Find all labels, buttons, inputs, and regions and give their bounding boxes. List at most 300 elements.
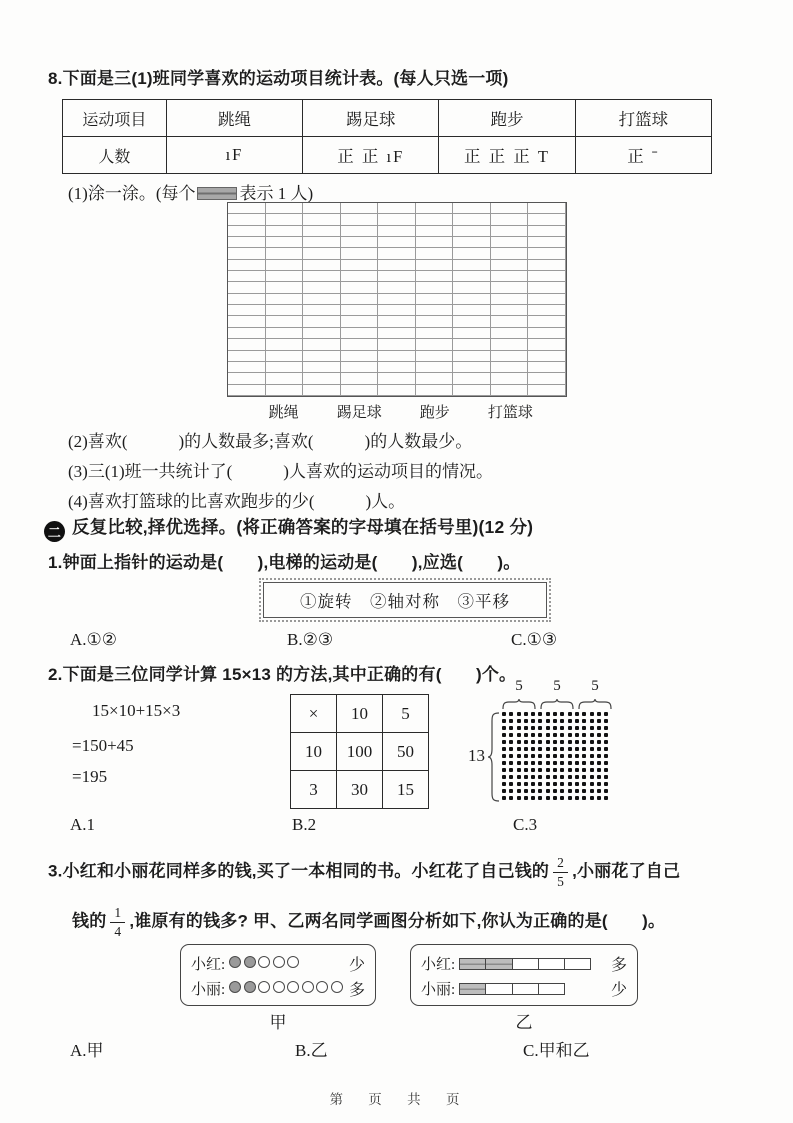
dot — [502, 747, 506, 751]
grid-cell[interactable] — [303, 271, 341, 282]
grid-cell[interactable] — [416, 328, 454, 339]
dot — [560, 782, 564, 786]
grid-cell[interactable] — [453, 385, 491, 396]
dot — [502, 796, 506, 800]
grid-cell[interactable] — [453, 316, 491, 327]
grid-cell[interactable] — [303, 214, 341, 225]
grid-axis-label: 打篮球 — [487, 405, 533, 421]
compare-tag: 多 — [348, 982, 365, 999]
dot — [531, 726, 535, 730]
mul-cell: 10 — [337, 695, 383, 733]
grid-cell[interactable] — [228, 385, 266, 396]
grid-cell[interactable] — [266, 214, 304, 225]
grid-cell[interactable] — [378, 328, 416, 339]
dot — [524, 768, 528, 772]
dot — [553, 733, 557, 737]
q3-line2-post: ,谁原有的钱多? 甲、乙两名同学画图分析如下,你认为正确的是( )。 — [129, 911, 666, 931]
dot — [597, 719, 601, 723]
dot — [531, 782, 535, 786]
grid-cell[interactable] — [453, 226, 491, 237]
dot — [509, 789, 513, 793]
grid-cell[interactable] — [416, 214, 454, 225]
grid-cell[interactable] — [453, 248, 491, 259]
person-label: 小丽: — [191, 982, 226, 998]
tally-cell: 正 正 正 T — [439, 137, 575, 174]
grid-cell[interactable] — [416, 248, 454, 259]
dot — [538, 740, 542, 744]
stat-table-header-row — [63, 100, 712, 137]
grid-cell[interactable] — [266, 328, 304, 339]
grid-cell[interactable] — [378, 339, 416, 350]
grid-cell[interactable] — [528, 385, 566, 396]
grid-cell[interactable] — [266, 316, 304, 327]
grid-cell[interactable] — [228, 248, 266, 259]
grid-cell[interactable] — [341, 385, 379, 396]
dot — [517, 754, 521, 758]
dot — [590, 726, 594, 730]
grid-cell[interactable] — [453, 373, 491, 384]
grid-cell[interactable] — [266, 385, 304, 396]
stat-header-cell: 运动项目 — [63, 100, 167, 137]
q2-methodA-line1: 15×10+15×3 — [92, 701, 181, 720]
dot — [590, 719, 594, 723]
grid-cell[interactable] — [266, 282, 304, 293]
grid-cell[interactable] — [416, 226, 454, 237]
grid-cell[interactable] — [491, 237, 529, 248]
grid-cell[interactable] — [303, 203, 341, 214]
dot — [553, 775, 557, 779]
grid-cell[interactable] — [228, 226, 266, 237]
grid-cell[interactable] — [528, 294, 566, 305]
grid-cell[interactable] — [528, 351, 566, 362]
grid-cell[interactable] — [491, 260, 529, 271]
dot — [509, 733, 513, 737]
dot — [509, 761, 513, 765]
grid-cell[interactable] — [453, 214, 491, 225]
dot — [582, 761, 586, 765]
grid-cell[interactable] — [303, 362, 341, 373]
dot — [553, 747, 557, 751]
grid-cell[interactable] — [491, 226, 529, 237]
grid-cell[interactable] — [453, 237, 491, 248]
dot — [560, 796, 564, 800]
dot — [582, 719, 586, 723]
grid-cell[interactable] — [266, 294, 304, 305]
stat-header-cell: 跑步 — [439, 100, 575, 137]
grid-cell[interactable] — [266, 362, 304, 373]
grid-cell[interactable] — [378, 373, 416, 384]
empty-segment — [539, 984, 564, 994]
grid-cell[interactable] — [378, 385, 416, 396]
q8-sub1-pre: (1)涂一涂。(每个 — [68, 184, 196, 203]
grid-cell[interactable] — [378, 282, 416, 293]
grid-cell[interactable] — [228, 373, 266, 384]
grid-cell[interactable] — [528, 328, 566, 339]
grid-cell[interactable] — [341, 248, 379, 259]
grid-cell[interactable] — [378, 248, 416, 259]
dot — [604, 789, 608, 793]
dot — [524, 761, 528, 765]
grid-cell[interactable] — [416, 305, 454, 316]
dot — [568, 740, 572, 744]
grid-cell[interactable] — [416, 339, 454, 350]
dot — [538, 754, 542, 758]
grid-cell[interactable] — [266, 237, 304, 248]
empty-segment — [486, 984, 512, 994]
grid-cell[interactable] — [491, 316, 529, 327]
dot — [531, 754, 535, 758]
grid-cell[interactable] — [303, 373, 341, 384]
grid-cell[interactable] — [378, 226, 416, 237]
grid-cell[interactable] — [378, 362, 416, 373]
q2-methodA-line2: =150+45 — [72, 736, 134, 755]
grid-cell[interactable] — [453, 203, 491, 214]
stat-header-cell: 打篮球 — [575, 100, 711, 137]
dot — [590, 761, 594, 765]
dot — [604, 719, 608, 723]
grid-cell[interactable] — [416, 316, 454, 327]
dot — [502, 782, 506, 786]
grid-cell[interactable] — [228, 260, 266, 271]
dot — [597, 754, 601, 758]
grid-cell[interactable] — [378, 305, 416, 316]
grid-cell[interactable] — [491, 248, 529, 259]
dot — [509, 719, 513, 723]
grid-cell[interactable] — [416, 282, 454, 293]
grid-cell[interactable] — [303, 248, 341, 259]
dot — [502, 789, 506, 793]
dot — [582, 768, 586, 772]
grid-cell[interactable] — [303, 260, 341, 271]
yi-row — [421, 976, 627, 1001]
shaded-segment — [486, 959, 512, 969]
grid-cell[interactable] — [416, 271, 454, 282]
grid-cell[interactable] — [303, 226, 341, 237]
dot — [517, 719, 521, 723]
dot — [560, 754, 564, 758]
grid-cell[interactable] — [341, 305, 379, 316]
grid-cell[interactable] — [303, 316, 341, 327]
empty-circle — [302, 981, 314, 993]
grid-cell[interactable] — [228, 237, 266, 248]
grid-cell[interactable] — [341, 260, 379, 271]
dot — [502, 712, 506, 716]
empty-segment — [513, 959, 539, 969]
grid-cell[interactable] — [453, 339, 491, 350]
grid-cell[interactable] — [378, 214, 416, 225]
top-brace-icon — [578, 698, 612, 710]
grid-cell[interactable] — [528, 260, 566, 271]
grid-cell[interactable] — [416, 237, 454, 248]
grid-cell[interactable] — [491, 373, 529, 384]
empty-circle — [287, 956, 299, 968]
grid-cell[interactable] — [228, 305, 266, 316]
dot — [509, 754, 513, 758]
grid-cell[interactable] — [416, 351, 454, 362]
q1-option-c: C.①③ — [511, 630, 558, 649]
grid-cell[interactable] — [341, 316, 379, 327]
filled-circle — [229, 956, 241, 968]
grid-cell[interactable] — [528, 339, 566, 350]
dot — [517, 747, 521, 751]
grid-cell[interactable] — [416, 385, 454, 396]
grid-cell[interactable] — [341, 203, 379, 214]
grid-cell[interactable] — [228, 362, 266, 373]
grid-cell[interactable] — [528, 226, 566, 237]
dot — [546, 761, 550, 765]
dot — [604, 768, 608, 772]
q1-option-a: A.①② — [70, 630, 118, 649]
dot — [568, 796, 572, 800]
grid-cell[interactable] — [491, 328, 529, 339]
grid-cell[interactable] — [341, 226, 379, 237]
grid-cell[interactable] — [491, 351, 529, 362]
grid-cell[interactable] — [228, 328, 266, 339]
circle-strip — [229, 980, 345, 998]
dot — [560, 719, 564, 723]
grid-cell[interactable] — [341, 351, 379, 362]
empty-circle — [287, 981, 299, 993]
grid-cell[interactable] — [303, 282, 341, 293]
grid-cell[interactable] — [341, 271, 379, 282]
jia-row — [191, 951, 365, 976]
grid-cell[interactable] — [416, 203, 454, 214]
dot — [531, 740, 535, 744]
grid-cell[interactable] — [341, 237, 379, 248]
dot — [604, 775, 608, 779]
grid-cell[interactable] — [266, 260, 304, 271]
dot — [524, 712, 528, 716]
grid-cell[interactable] — [528, 305, 566, 316]
grid-cell[interactable] — [378, 203, 416, 214]
dot — [582, 747, 586, 751]
grid-cell[interactable] — [491, 214, 529, 225]
grid-cell[interactable] — [266, 226, 304, 237]
grid-cell[interactable] — [266, 305, 304, 316]
grid-cell[interactable] — [416, 260, 454, 271]
grid-cell[interactable] — [491, 339, 529, 350]
dot — [604, 747, 608, 751]
q3-line2-pre: 钱的 — [72, 911, 107, 931]
grid-cell[interactable] — [266, 351, 304, 362]
dot — [575, 754, 579, 758]
dot — [568, 761, 572, 765]
grid-cell[interactable] — [528, 271, 566, 282]
dot — [502, 740, 506, 744]
dot — [604, 754, 608, 758]
grid-cell[interactable] — [303, 339, 341, 350]
dot — [509, 726, 513, 730]
grid-cell[interactable] — [416, 294, 454, 305]
grid-cell[interactable] — [453, 351, 491, 362]
grid-cell[interactable] — [378, 271, 416, 282]
dot — [502, 775, 506, 779]
grid-cell[interactable] — [528, 282, 566, 293]
grid-cell[interactable] — [491, 203, 529, 214]
dot — [568, 782, 572, 786]
grid-cell[interactable] — [228, 282, 266, 293]
grid-cell[interactable] — [491, 305, 529, 316]
grid-cell[interactable] — [341, 328, 379, 339]
dot — [604, 740, 608, 744]
dot — [560, 761, 564, 765]
grid-cell[interactable] — [378, 351, 416, 362]
empty-segment — [513, 984, 539, 994]
dot — [517, 733, 521, 737]
dot — [509, 782, 513, 786]
grid-cell[interactable] — [341, 339, 379, 350]
grid-cell[interactable] — [228, 351, 266, 362]
dot — [553, 761, 557, 765]
q8-sub1 — [68, 179, 313, 204]
tally-grid[interactable] — [227, 202, 567, 397]
row-label-cell: 人数 — [63, 137, 167, 174]
grid-cell[interactable] — [416, 362, 454, 373]
grid-cell[interactable] — [453, 282, 491, 293]
dot — [604, 796, 608, 800]
dot — [560, 789, 564, 793]
dot — [509, 740, 513, 744]
mul-cell: 50 — [383, 733, 429, 771]
dot — [575, 733, 579, 737]
dot — [568, 726, 572, 730]
dot — [553, 712, 557, 716]
dot — [524, 733, 528, 737]
grid-cell[interactable] — [453, 260, 491, 271]
q8-sub3: (3)三(1)班一共统计了( )人喜欢的运动项目的情况。 — [68, 462, 493, 481]
grid-cell[interactable] — [228, 203, 266, 214]
grid-cell[interactable] — [303, 237, 341, 248]
grid-cell[interactable] — [453, 271, 491, 282]
grid-cell[interactable] — [228, 214, 266, 225]
grid-cell[interactable] — [453, 328, 491, 339]
dot — [538, 761, 542, 765]
grid-cell[interactable] — [341, 214, 379, 225]
grid-cell[interactable] — [228, 339, 266, 350]
grid-cell[interactable] — [303, 294, 341, 305]
grid-cell[interactable] — [453, 305, 491, 316]
grid-cell[interactable] — [416, 373, 454, 384]
dot — [582, 775, 586, 779]
grid-cell[interactable] — [453, 294, 491, 305]
dot — [502, 719, 506, 723]
grid-cell[interactable] — [228, 271, 266, 282]
mul-cell: 100 — [337, 733, 383, 771]
dot — [524, 782, 528, 786]
grid-cell[interactable] — [528, 373, 566, 384]
grid-cell[interactable] — [528, 362, 566, 373]
dot — [604, 733, 608, 737]
grid-axis-label: 跳绳 — [268, 405, 299, 421]
q2-group-label: 5 — [515, 678, 523, 694]
dot — [575, 747, 579, 751]
dot — [568, 733, 572, 737]
grid-cell[interactable] — [266, 373, 304, 384]
grid-cell[interactable] — [303, 385, 341, 396]
grid-cell[interactable] — [528, 248, 566, 259]
grid-cell[interactable] — [491, 294, 529, 305]
q3-line1-pre: 3.小红和小丽花同样多的钱,买了一本相同的书。小红花了自己钱的 — [48, 861, 550, 881]
grid-cell[interactable] — [453, 362, 491, 373]
dot — [509, 768, 513, 772]
dot — [590, 782, 594, 786]
dot — [575, 712, 579, 716]
q2-option-c: C.3 — [513, 815, 538, 834]
grid-cell[interactable] — [341, 282, 379, 293]
grid-cell[interactable] — [266, 203, 304, 214]
grid-cell[interactable] — [266, 271, 304, 282]
dot — [560, 733, 564, 737]
grid-cell[interactable] — [528, 214, 566, 225]
dot — [560, 712, 564, 716]
dot — [575, 761, 579, 765]
dot — [509, 712, 513, 716]
dot — [553, 754, 557, 758]
dot — [597, 782, 601, 786]
grid-cell[interactable] — [303, 328, 341, 339]
dot — [517, 789, 521, 793]
dot — [597, 747, 601, 751]
grid-cell[interactable] — [341, 362, 379, 373]
grid-cell[interactable] — [378, 260, 416, 271]
dot — [517, 726, 521, 730]
dot — [524, 726, 528, 730]
dot — [546, 782, 550, 786]
dot — [597, 775, 601, 779]
grid-cell[interactable] — [378, 237, 416, 248]
grid-cell[interactable] — [303, 351, 341, 362]
grid-cell[interactable] — [228, 316, 266, 327]
grid-cell[interactable] — [528, 203, 566, 214]
grid-cell[interactable] — [378, 316, 416, 327]
grid-cell[interactable] — [228, 294, 266, 305]
grid-cell[interactable] — [491, 385, 529, 396]
grid-cell[interactable] — [266, 339, 304, 350]
q2-option-a: A.1 — [70, 815, 96, 834]
dot — [546, 712, 550, 716]
dot — [546, 719, 550, 723]
grid-cell[interactable] — [378, 294, 416, 305]
grid-cell[interactable] — [528, 237, 566, 248]
dot — [546, 747, 550, 751]
dot — [546, 733, 550, 737]
dot — [553, 782, 557, 786]
grid-cell[interactable] — [491, 271, 529, 282]
grid-cell[interactable] — [528, 316, 566, 327]
dot — [553, 796, 557, 800]
dot — [517, 740, 521, 744]
mul-cell: 3 — [291, 771, 337, 809]
mul-cell: 30 — [337, 771, 383, 809]
empty-segment — [565, 959, 590, 969]
grid-cell[interactable] — [491, 282, 529, 293]
dot — [502, 726, 506, 730]
grid-cell[interactable] — [303, 305, 341, 316]
grid-cell[interactable] — [491, 362, 529, 373]
mul-cell: × — [291, 695, 337, 733]
mul-cell: 5 — [383, 695, 429, 733]
grid-cell[interactable] — [341, 294, 379, 305]
dot — [590, 796, 594, 800]
dot — [582, 740, 586, 744]
dot — [575, 789, 579, 793]
dot — [531, 789, 535, 793]
grid-cell[interactable] — [341, 373, 379, 384]
fraction-bar — [459, 958, 591, 970]
dot — [590, 775, 594, 779]
dot — [546, 726, 550, 730]
grid-cell[interactable] — [266, 248, 304, 259]
